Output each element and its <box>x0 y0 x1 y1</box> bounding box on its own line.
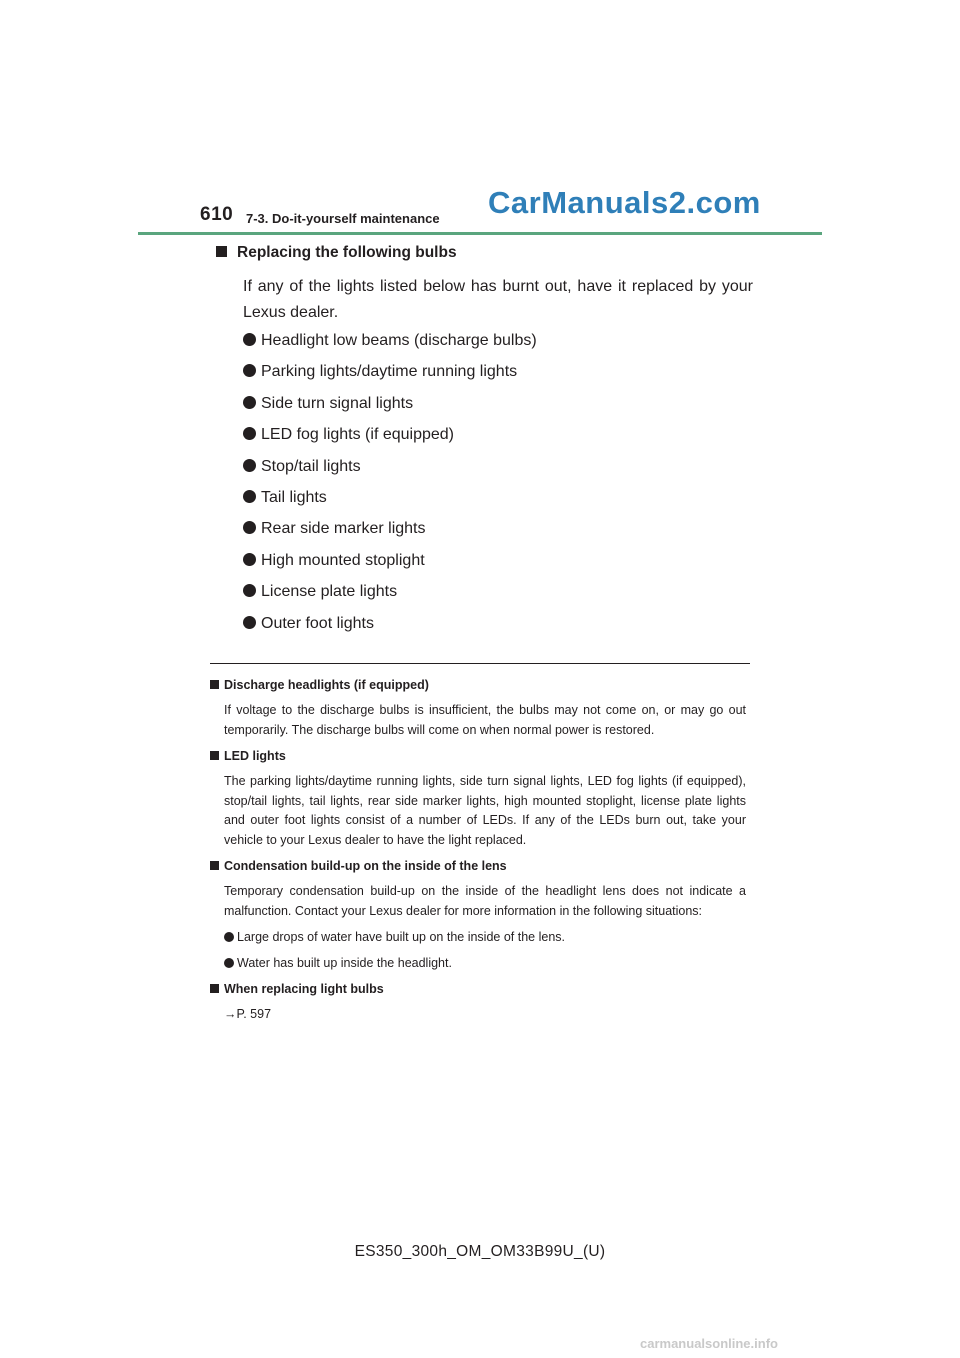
header-rule <box>138 232 822 235</box>
note-heading: LED lights <box>210 747 746 765</box>
square-bullet-icon <box>210 861 219 870</box>
note-body: The parking lights/daytime running lights, side turn signal lights, LED fog lights (if equipped), stop/tail lights, tail lights, rear side marker lights, high mounted stoplight, license plate lights and outer foot lights consist of a number of LEDs. If any of the LEDs burn out, take your vehicle to your Lexus dealer to have the light replaced. <box>224 774 746 847</box>
intro-paragraph: If any of the lights listed below has burnt out, have it replaced by your Lexus dealer. <box>243 278 753 321</box>
round-bullet-icon <box>243 490 256 503</box>
section-title: 7-3. Do-it-yourself maintenance <box>246 211 440 226</box>
list-item: Headlight low beams (discharge bulbs) <box>243 330 537 361</box>
list-item: LED fog lights (if equipped) <box>243 424 537 455</box>
round-bullet-icon <box>243 459 256 472</box>
list-item: Side turn signal lights <box>243 393 537 424</box>
note-body: Temporary condensation build-up on the inside of the headlight lens does not indicate a malfunction. Contact your Lexus dealer for more information in the following situations: <box>224 884 746 918</box>
bulb-list <box>243 330 537 644</box>
notes-section <box>210 676 746 1032</box>
note-body: If voltage to the discharge bulbs is insufficient, the bulbs may not come on, or may go out temporarily. The discharge bulbs will come on when normal power is restored. <box>224 703 746 737</box>
round-bullet-icon <box>243 616 256 629</box>
list-item: Tail lights <box>243 487 537 518</box>
note-heading: Discharge headlights (if equipped) <box>210 676 746 694</box>
watermark-logo[interactable]: CarManuals2.com <box>488 185 761 220</box>
document-code: ES350_300h_OM_OM33B99U_(U) <box>354 1243 606 1260</box>
list-item: Parking lights/daytime running lights <box>243 361 537 392</box>
square-bullet-icon <box>210 751 219 760</box>
list-item: License plate lights <box>243 581 537 612</box>
square-bullet-icon <box>210 680 219 689</box>
list-item: Rear side marker lights <box>243 518 537 549</box>
square-bullet-icon <box>216 246 227 257</box>
round-bullet-icon <box>243 521 256 534</box>
note-list-item: Large drops of water have built up on the inside of the lens. <box>210 928 746 947</box>
note-heading: When replacing light bulbs <box>210 980 746 998</box>
note-list-item: Water has built up inside the headlight. <box>210 954 746 973</box>
list-item: Stop/tail lights <box>243 456 537 487</box>
main-heading <box>216 244 457 262</box>
section-divider <box>210 663 750 664</box>
round-bullet-icon <box>243 396 256 409</box>
round-bullet-icon <box>224 932 234 942</box>
page-reference-link[interactable]: →P. 597 <box>224 1007 272 1021</box>
round-bullet-icon <box>243 584 256 597</box>
round-bullet-icon <box>243 427 256 440</box>
round-bullet-icon <box>243 364 256 377</box>
main-heading-text: Replacing the following bulbs <box>237 244 457 261</box>
list-item: Outer foot lights <box>243 613 537 644</box>
square-bullet-icon <box>210 984 219 993</box>
watermark-footer[interactable]: carmanualsonline.info <box>640 1336 778 1351</box>
note-heading: Condensation build-up on the inside of the lens <box>210 857 746 875</box>
list-item: High mounted stoplight <box>243 550 537 581</box>
page-number: 610 <box>200 204 234 225</box>
round-bullet-icon <box>243 553 256 566</box>
round-bullet-icon <box>243 333 256 346</box>
round-bullet-icon <box>224 958 234 968</box>
